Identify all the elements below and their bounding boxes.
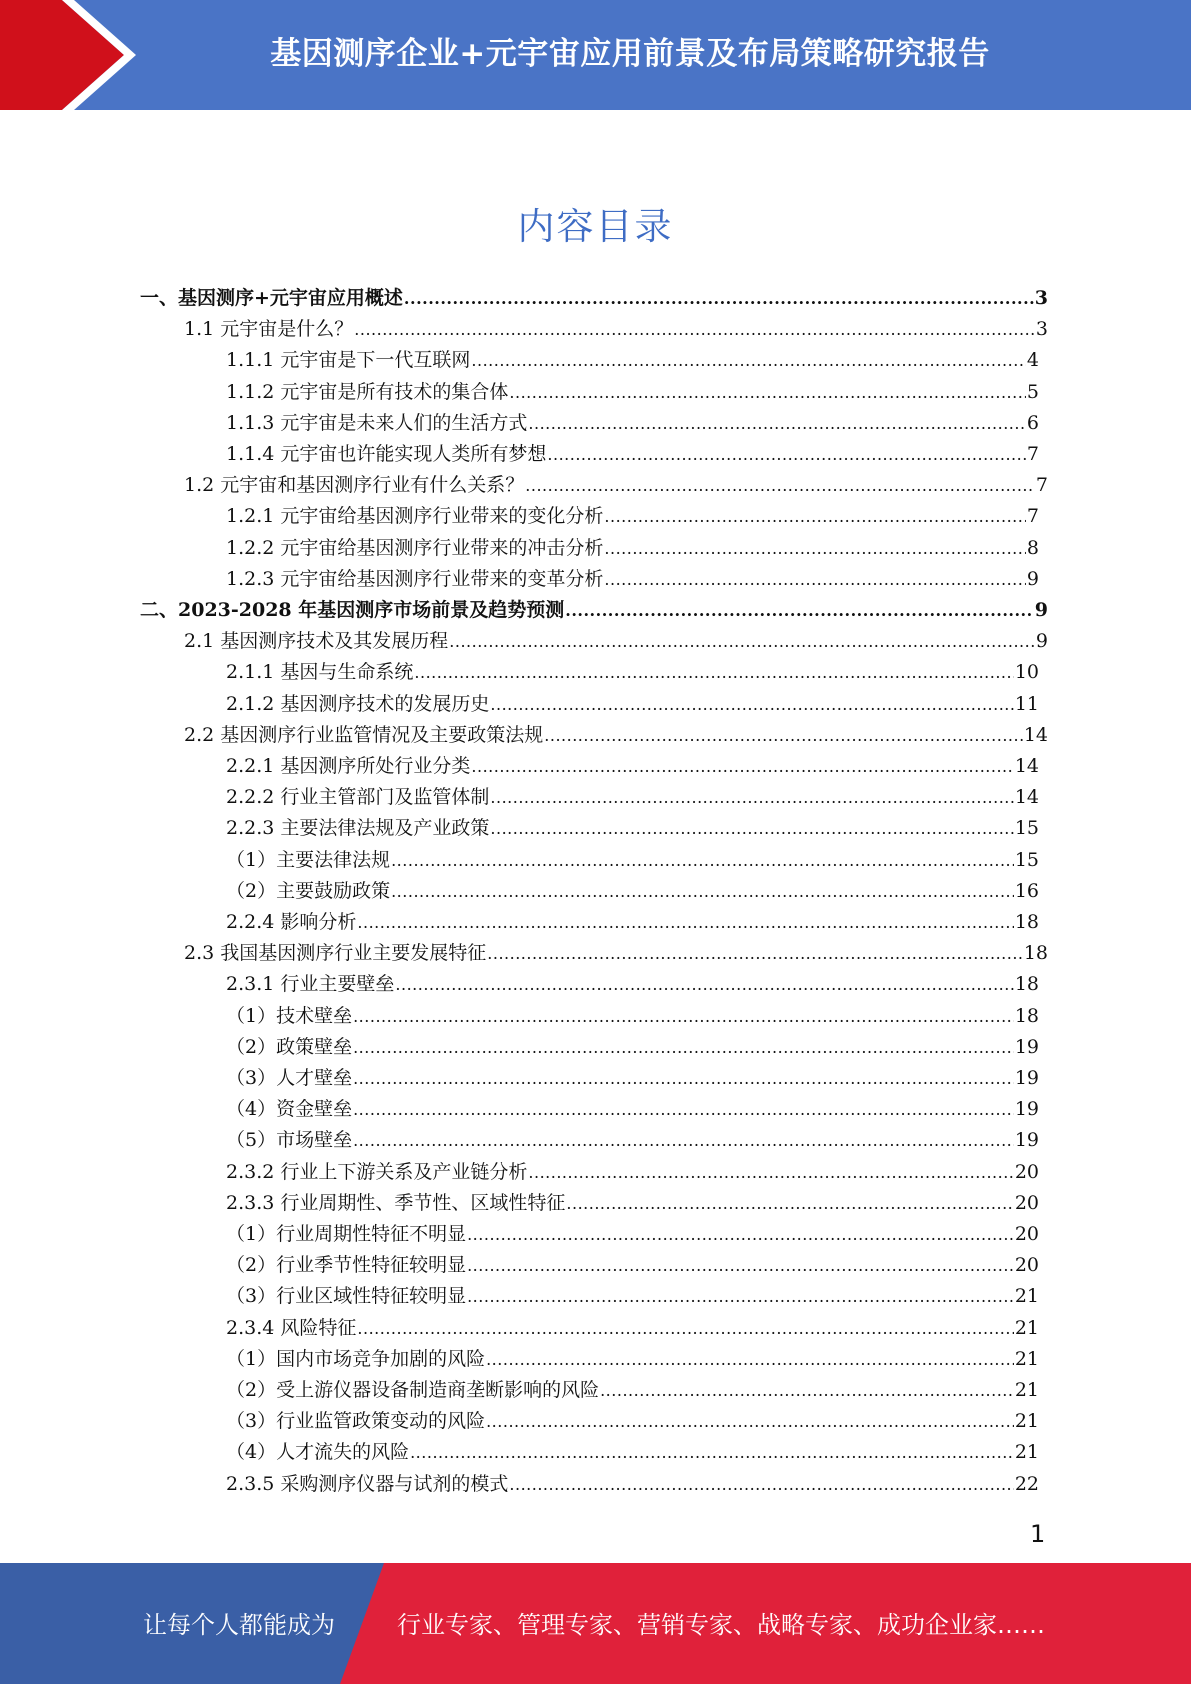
toc-entry-label: （2）主要鼓励政策 bbox=[226, 879, 391, 902]
toc-entry[interactable] bbox=[226, 845, 1039, 876]
toc-entry-label: 2.1.1 基因与生命系统 bbox=[226, 661, 414, 684]
toc-entry-label: （1）行业周期性特征不明显 bbox=[226, 1223, 467, 1245]
toc-entry-label: （5）市场壁垒 bbox=[226, 1129, 353, 1152]
toc-entry-label: 2.3.2 行业上下游关系及产业链分析 bbox=[226, 1160, 528, 1183]
toc-entry-page: 3 bbox=[1035, 318, 1048, 341]
toc-entry-page: 14 bbox=[1014, 755, 1039, 777]
toc-dot-leader bbox=[490, 782, 1013, 813]
toc-dot-leader bbox=[353, 1094, 1014, 1125]
toc-dot-leader bbox=[525, 470, 1035, 501]
toc-entry-label: （3）行业区域性特征较明显 bbox=[226, 1285, 467, 1308]
toc-entry-page: 19 bbox=[1014, 1129, 1039, 1152]
toc-entry-page: 19 bbox=[1014, 1098, 1039, 1121]
toc-dot-leader bbox=[410, 1437, 1014, 1468]
toc-dot-leader bbox=[449, 626, 1035, 657]
toc-entry-label: 1.1 元宇宙是什么？ bbox=[184, 318, 354, 341]
toc-entry[interactable] bbox=[226, 1437, 1039, 1468]
toc-entry-page: 14 bbox=[1023, 723, 1048, 746]
toc-entry-page: 20 bbox=[1014, 1254, 1039, 1277]
toc-entry-page: 18 bbox=[1014, 911, 1039, 933]
toc-entry-label: 一、基因测序+元宇宙应用概述 bbox=[140, 287, 403, 309]
toc-entry-page: 16 bbox=[1014, 879, 1039, 902]
toc-dot-leader bbox=[395, 969, 1013, 1000]
toc-entry-page: 18 bbox=[1023, 942, 1048, 965]
footer-slogan-left: 让每个人都能成为 bbox=[143, 1611, 335, 1639]
toc-dot-leader bbox=[487, 938, 1023, 969]
toc-entry[interactable] bbox=[226, 564, 1039, 595]
toc-entry-label: 2.3.4 风险特征 bbox=[226, 1316, 357, 1339]
toc-entry[interactable] bbox=[184, 626, 1048, 657]
toc-dot-leader bbox=[471, 751, 1013, 782]
toc-dot-leader bbox=[486, 1344, 1014, 1375]
toc-entry-page: 21 bbox=[1014, 1441, 1039, 1464]
toc-entry[interactable] bbox=[226, 345, 1039, 376]
page-number: 1 bbox=[1030, 1520, 1046, 1548]
toc-entry-page: 19 bbox=[1014, 1035, 1039, 1058]
toc-entry[interactable] bbox=[226, 969, 1039, 1000]
toc-entry[interactable] bbox=[140, 283, 1048, 314]
toc-dot-leader bbox=[353, 1032, 1014, 1063]
toc-entry-label: 1.2.1 元宇宙给基因测序行业带来的变化分析 bbox=[226, 505, 604, 528]
toc-dot-leader bbox=[353, 1001, 1014, 1032]
toc-dot-leader bbox=[509, 377, 1026, 408]
footer-slogan-right: 行业专家、管理专家、营销专家、战略专家、成功企业家…… bbox=[397, 1611, 1045, 1639]
toc-entry-page: 21 bbox=[1014, 1410, 1039, 1433]
toc-dot-leader bbox=[528, 1157, 1013, 1188]
toc-entry[interactable] bbox=[226, 1125, 1039, 1156]
toc-entry[interactable] bbox=[226, 501, 1039, 532]
toc-dot-leader bbox=[547, 439, 1026, 470]
toc-entry-label: 二、2023-2028 年基因测序市场前景及趋势预测 bbox=[140, 599, 565, 621]
toc-entry-label: （3）行业监管政策变动的风险 bbox=[226, 1410, 486, 1433]
toc-entry[interactable] bbox=[226, 533, 1039, 564]
toc-entry-page: 14 bbox=[1014, 786, 1039, 809]
toc-entry[interactable] bbox=[226, 1469, 1039, 1500]
toc-entry[interactable] bbox=[140, 595, 1048, 626]
toc-entry-page: 11 bbox=[1014, 692, 1039, 715]
toc-entry-label: （1）主要法律法规 bbox=[226, 848, 391, 871]
toc-entry-label: 2.2.1 基因测序所处行业分类 bbox=[226, 755, 471, 777]
toc-dot-leader bbox=[404, 283, 1034, 314]
toc-entry-label: （4）资金壁垒 bbox=[226, 1098, 353, 1121]
toc-entry-label: （4）人才流失的风险 bbox=[226, 1441, 410, 1464]
toc-entry[interactable] bbox=[226, 1313, 1039, 1344]
toc-entry-page: 7 bbox=[1035, 474, 1048, 497]
toc-entry[interactable] bbox=[226, 1157, 1039, 1188]
toc-dot-leader bbox=[486, 1406, 1014, 1437]
toc-entry-page: 21 bbox=[1014, 1379, 1039, 1401]
toc-entry-label: 2.1.2 基因测序技术的发展历史 bbox=[226, 692, 490, 715]
toc-dot-leader bbox=[528, 408, 1026, 439]
toc-entry-page: 9 bbox=[1034, 599, 1048, 621]
toc-entry[interactable] bbox=[226, 1219, 1039, 1250]
toc-entry-page: 21 bbox=[1014, 1285, 1039, 1308]
toc-entry[interactable] bbox=[184, 470, 1048, 501]
toc-entry[interactable] bbox=[226, 751, 1039, 782]
toc-entry-page: 20 bbox=[1014, 1223, 1039, 1245]
toc-entry-label: 2.3.5 采购测序仪器与试剂的模式 bbox=[226, 1472, 509, 1495]
toc-entry[interactable] bbox=[226, 1281, 1039, 1312]
header-chevron-decoration bbox=[0, 0, 160, 110]
toc-entry-page: 20 bbox=[1014, 1160, 1039, 1183]
toc-dot-leader bbox=[604, 533, 1026, 564]
toc-dot-leader bbox=[467, 1219, 1014, 1250]
header-banner bbox=[0, 0, 1191, 110]
toc-entry[interactable] bbox=[226, 1375, 1039, 1406]
toc-entry[interactable] bbox=[184, 938, 1048, 969]
toc-entry[interactable] bbox=[226, 408, 1039, 439]
toc-dot-leader bbox=[467, 1281, 1014, 1312]
toc-entry-label: （3）人才壁垒 bbox=[226, 1067, 353, 1089]
toc-dot-leader bbox=[604, 501, 1026, 532]
toc-entry[interactable] bbox=[226, 689, 1039, 720]
toc-entry-page: 20 bbox=[1014, 1191, 1039, 1214]
toc-entry[interactable] bbox=[226, 1094, 1039, 1125]
toc-entry-page: 21 bbox=[1014, 1316, 1039, 1339]
toc-entry[interactable] bbox=[226, 1032, 1039, 1063]
toc-dot-leader bbox=[467, 1250, 1014, 1281]
toc-entry-label: 1.2.3 元宇宙给基因测序行业带来的变革分析 bbox=[226, 567, 604, 590]
toc-dot-leader bbox=[391, 876, 1014, 907]
footer-banner bbox=[0, 1563, 1191, 1684]
toc-entry[interactable] bbox=[226, 1344, 1039, 1375]
toc-entry-label: 1.1.3 元宇宙是未来人们的生活方式 bbox=[226, 411, 528, 434]
toc-entry[interactable] bbox=[184, 314, 1048, 345]
toc-entry-page: 5 bbox=[1026, 380, 1039, 403]
toc-entry-label: 1.2 元宇宙和基因测序行业有什么关系？ bbox=[184, 474, 525, 497]
toc-entry[interactable] bbox=[226, 1188, 1039, 1219]
toc-entry-label: 2.3 我国基因测序行业主要发展特征 bbox=[184, 942, 487, 965]
toc-entry-page: 18 bbox=[1014, 1004, 1039, 1027]
toc-dot-leader bbox=[391, 845, 1014, 876]
toc-dot-leader bbox=[354, 314, 1035, 345]
toc-entry-page: 15 bbox=[1014, 848, 1039, 871]
toc-entry-label: 1.1.1 元宇宙是下一代互联网 bbox=[226, 349, 471, 372]
toc-heading: 内容目录 bbox=[517, 205, 674, 248]
toc-entry-label: （2）行业季节性特征较明显 bbox=[226, 1254, 467, 1277]
toc-entry-page: 7 bbox=[1026, 505, 1039, 528]
toc-dot-leader bbox=[565, 595, 1034, 626]
toc-entry-label: 2.3.3 行业周期性、季节性、区域性特征 bbox=[226, 1191, 566, 1214]
toc-entry[interactable] bbox=[226, 439, 1039, 470]
toc-entry-page: 19 bbox=[1014, 1067, 1039, 1089]
toc-entry-page: 7 bbox=[1026, 443, 1039, 465]
toc-dot-leader bbox=[353, 1125, 1014, 1156]
toc-entry-label: （2）政策壁垒 bbox=[226, 1035, 353, 1058]
toc-entry[interactable] bbox=[184, 720, 1048, 751]
toc-entry-page: 3 bbox=[1034, 287, 1048, 309]
toc-entry-page: 15 bbox=[1014, 817, 1039, 840]
toc-entry[interactable] bbox=[226, 1063, 1039, 1094]
toc-entry[interactable] bbox=[226, 1250, 1039, 1281]
toc-entry-label: 2.2.3 主要法律法规及产业政策 bbox=[226, 817, 490, 840]
toc-entry-label: 2.3.1 行业主要壁垒 bbox=[226, 973, 395, 996]
toc-entry-label: 1.2.2 元宇宙给基因测序行业带来的冲击分析 bbox=[226, 536, 604, 559]
toc-dot-leader bbox=[490, 689, 1013, 720]
toc-entry-label: （2）受上游仪器设备制造商垄断影响的风险 bbox=[226, 1379, 600, 1401]
toc-entry-label: 2.2.2 行业主管部门及监管体制 bbox=[226, 786, 490, 809]
toc-entry[interactable] bbox=[226, 813, 1039, 844]
toc-entry-label: 2.2.4 影响分析 bbox=[226, 911, 357, 933]
toc-entry[interactable] bbox=[226, 876, 1039, 907]
toc-entry[interactable] bbox=[226, 657, 1039, 688]
toc-entry-page: 8 bbox=[1026, 536, 1039, 559]
toc-dot-leader bbox=[509, 1469, 1013, 1500]
report-title: 基因测序企业+元宇宙应用前景及布局策略研究报告 bbox=[270, 36, 990, 72]
toc-entry-page: 22 bbox=[1014, 1472, 1039, 1495]
toc-dot-leader bbox=[357, 1313, 1013, 1344]
toc-dot-leader bbox=[490, 813, 1013, 844]
toc-dot-leader bbox=[566, 1188, 1013, 1219]
toc-entry-page: 10 bbox=[1014, 661, 1039, 684]
toc-entry-label: 2.2 基因测序行业监管情况及主要政策法规 bbox=[184, 723, 544, 746]
toc-dot-leader bbox=[471, 345, 1026, 376]
toc-dot-leader bbox=[604, 564, 1026, 595]
toc-entry-label: （1）技术壁垒 bbox=[226, 1004, 353, 1027]
toc-entry-page: 6 bbox=[1026, 411, 1039, 434]
toc-entry-page: 18 bbox=[1014, 973, 1039, 996]
toc-entry[interactable] bbox=[226, 377, 1039, 408]
toc-entry-page: 9 bbox=[1026, 567, 1039, 590]
toc-entry[interactable] bbox=[226, 907, 1039, 938]
toc-dot-leader bbox=[353, 1063, 1014, 1094]
toc-entry-page: 9 bbox=[1035, 630, 1048, 653]
toc-dot-leader bbox=[414, 657, 1013, 688]
toc-entry-label: 2.1 基因测序技术及其发展历程 bbox=[184, 630, 449, 653]
toc-entry-label: 1.1.4 元宇宙也许能实现人类所有梦想 bbox=[226, 443, 547, 465]
toc-entry-page: 4 bbox=[1026, 349, 1039, 372]
toc-entry-page: 21 bbox=[1014, 1347, 1039, 1370]
toc-dot-leader bbox=[544, 720, 1023, 751]
toc-dot-leader bbox=[600, 1375, 1014, 1406]
toc-entry[interactable] bbox=[226, 1406, 1039, 1437]
toc-dot-leader bbox=[357, 907, 1013, 938]
toc-entry[interactable] bbox=[226, 782, 1039, 813]
toc-entry-label: （1）国内市场竞争加剧的风险 bbox=[226, 1347, 486, 1370]
toc-entry-label: 1.1.2 元宇宙是所有技术的集合体 bbox=[226, 380, 509, 403]
toc-entry[interactable] bbox=[226, 1001, 1039, 1032]
